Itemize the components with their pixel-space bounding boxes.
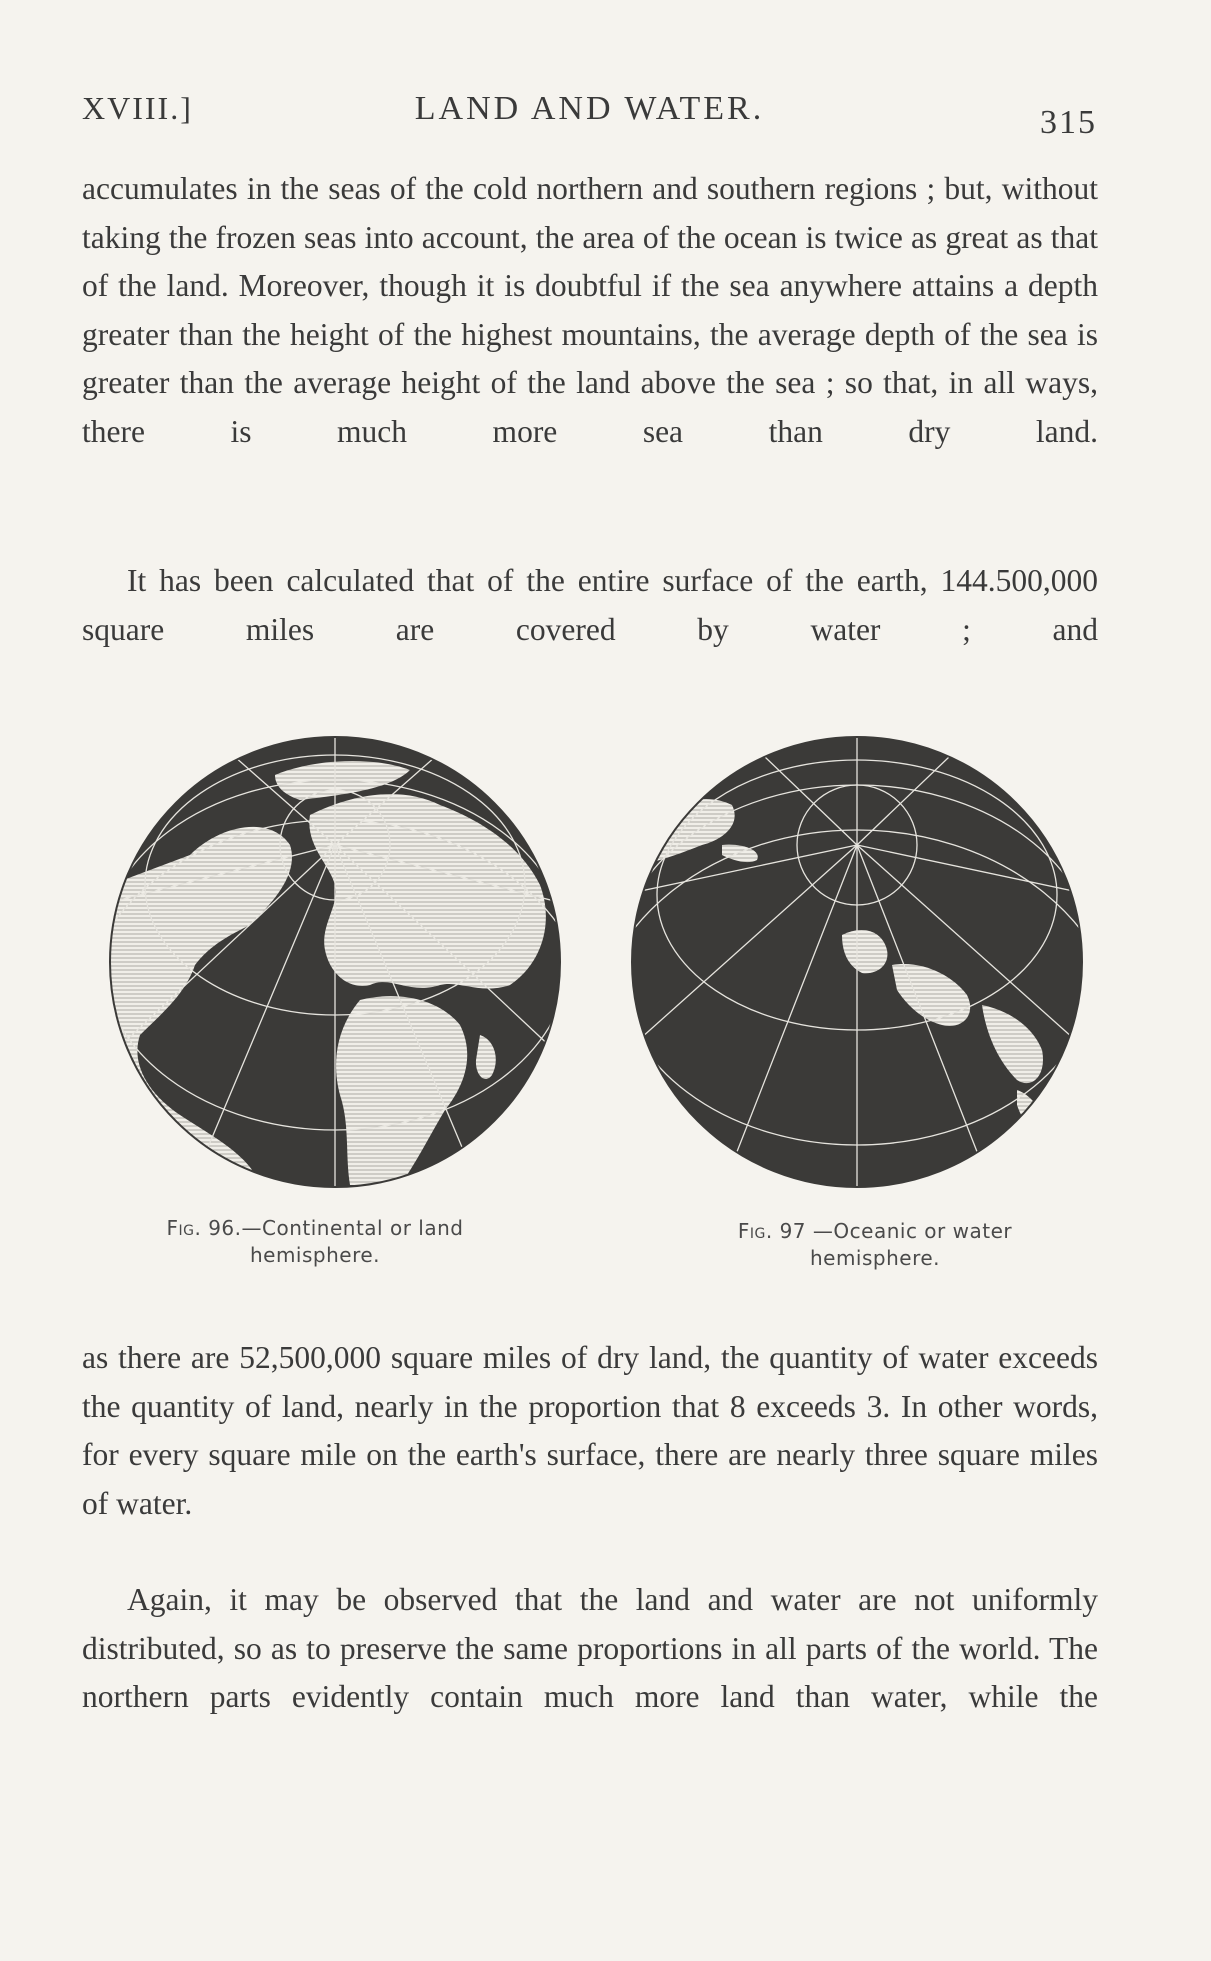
running-title: LAND AND WATER.	[414, 90, 765, 127]
oceanic-hemisphere-map	[622, 735, 1092, 1190]
continental-hemisphere-map	[100, 735, 570, 1190]
paragraph-4: Again, it may be observed that the land and water are not uniformly distributed, so as to preserve the same proportions in all parts of the world. The northern parts evidently contain much more land than water, while the	[82, 1582, 1098, 1714]
figure-97-caption-line1: —Oceanic or water	[812, 1219, 1013, 1243]
figure-96-caption-line2: hemisphere.	[249, 1243, 381, 1267]
paragraph-1: accumulates in the seas of the cold northern and southern regions ; but, without taking the frozen seas into account, the area of the ocean is twice as great as that of the land. Moreover, though it is doubtful if the sea anywhere attains a depth greater than the height of the highest mountains, the average depth of the sea is greater than the average height of the land above the sea ; so that, in all ways, there is much more sea than dry land.	[82, 171, 1098, 449]
figure-96-caption-line1: —Continental or land	[241, 1216, 464, 1240]
page-number: 315	[1040, 104, 1097, 141]
chapter-marker: XVIII.]	[82, 90, 193, 126]
paragraph-2: It has been calculated that of the entire surface of the earth, 144.500,000 square miles are covered by water ; and	[82, 563, 1098, 647]
figure-97-label: Fig. 97	[737, 1219, 807, 1243]
figure-96-caption	[130, 1215, 500, 1269]
figure-96-label: Fig. 96.	[166, 1216, 242, 1240]
figure-97-caption-line2: hemisphere.	[809, 1246, 941, 1270]
paragraph-3: as there are 52,500,000 square miles of dry land, the quantity of water exceeds the quantity of land, nearly in the proportion that 8 exceeds 3. In other words, for every square mile on the earth's surface, there are nearly three square miles of water.	[82, 1340, 1098, 1521]
figure-oceanic-hemisphere	[622, 735, 1092, 1190]
figure-continental-hemisphere	[100, 735, 570, 1190]
figure-97-caption	[690, 1218, 1060, 1272]
page-header	[82, 90, 1097, 140]
